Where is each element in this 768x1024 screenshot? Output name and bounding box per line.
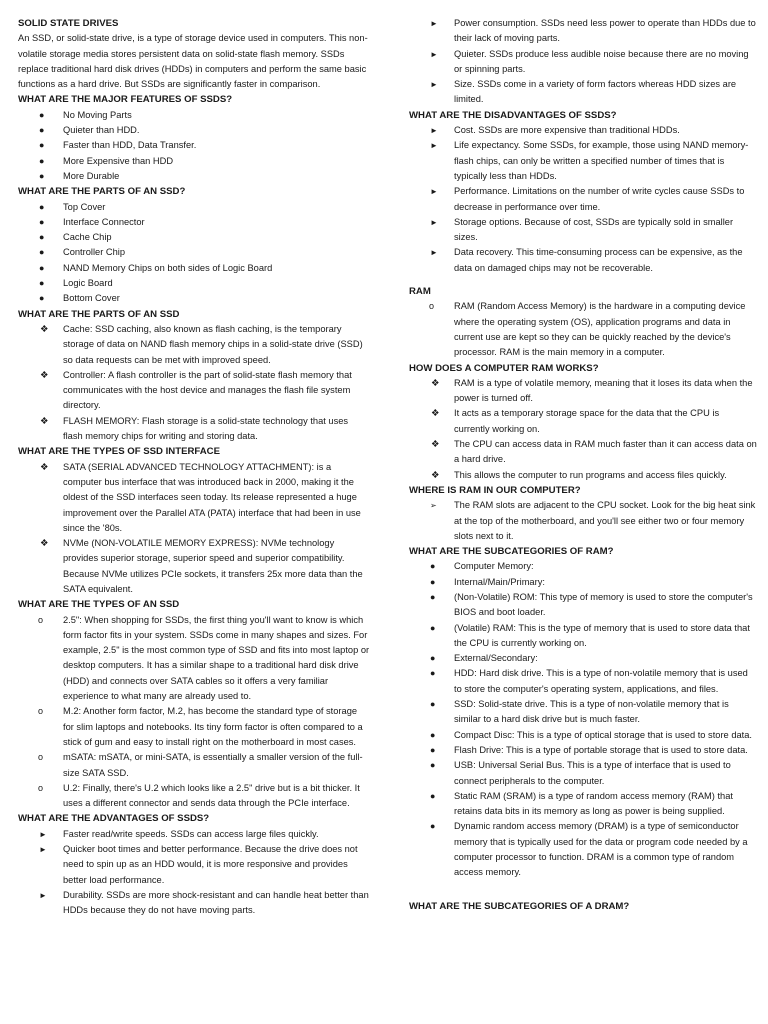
list-item-text: No Moving Parts: [63, 109, 132, 120]
list-item: [409, 47, 757, 78]
bullet-icon: ●: [430, 576, 436, 587]
bullet-icon: ►: [430, 187, 438, 197]
disadvantages-heading: WHAT ARE THE DISADVANTAGES OF SSDS?: [409, 109, 617, 121]
ram-subcategories-heading: WHAT ARE THE SUBCATEGORIES OF RAM?: [409, 546, 614, 558]
parts-heading: WHAT ARE THE PARTS OF AN SSD?: [18, 186, 186, 198]
bullet-icon: ►: [430, 19, 438, 28]
list-item: [18, 169, 370, 184]
list-item: [409, 498, 757, 544]
features-list: [18, 108, 370, 184]
list-item-text: RAM is a type of volatile memory, meaning that it loses its data when the power is turned off.: [454, 377, 753, 404]
list-item: [18, 368, 370, 414]
bullet-icon: ●: [39, 232, 45, 243]
list-item-text: Bottom Cover: [63, 293, 120, 304]
intro-paragraph: An SSD, or solid-state drive, is a type of storage device used in computers. This non-volatile storage media stores persistent data on solid-state flash memory. SSDs replace traditional hard disk drives (HDDs) in computers and perform the same basic functions as a hard drive. But SSDs are significantly faster in comparison.: [18, 33, 368, 90]
list-item: [409, 819, 757, 880]
dram-subcategories-heading: WHAT ARE THE SUBCATEGORIES OF A DRAM?: [409, 900, 630, 912]
list-item-text: External/Secondary:: [454, 653, 538, 664]
section-spacer: [409, 881, 757, 899]
ram-subcategories-list: [409, 559, 757, 880]
list-item-text: Top Cover: [63, 201, 106, 212]
bullet-icon: ●: [39, 109, 45, 120]
list-item: [409, 406, 757, 437]
list-item-text: Cost. SSDs are more expensive than traditional HDDs.: [454, 125, 680, 136]
parts-list: [18, 200, 370, 307]
list-item-text: Durability. SSDs are more shock-resistant and can handle heat better than HDDs because they do not have moving parts.: [63, 889, 369, 916]
bullet-icon: ❖: [40, 369, 49, 381]
list-item: [409, 437, 757, 468]
list-item-text: More Expensive than HDD: [63, 155, 174, 166]
list-item: [18, 536, 370, 597]
list-item: [409, 728, 757, 743]
list-item: [409, 123, 757, 138]
bullet-icon: ►: [39, 845, 47, 855]
list-item: [18, 108, 370, 123]
bullet-icon: ●: [430, 653, 436, 664]
list-item: [18, 888, 370, 919]
bullet-icon: ➢: [430, 501, 437, 511]
list-item-text: Storage options. Because of cost, SSDs are typically sold in smaller sizes.: [454, 216, 734, 243]
bullet-icon: ●: [39, 125, 45, 136]
list-item-text: Cache Chip: [63, 232, 112, 243]
bullet-icon: o: [38, 706, 44, 717]
ram-location-heading: WHERE IS RAM IN OUR COMPUTER?: [409, 484, 581, 496]
list-item: [18, 230, 370, 245]
list-item-text: M.2: Another form factor, M.2, has become the standard type of storage for slim laptops and notebooks. Its tiny form factor is often compared to a stick of gum and easy to install right on the motherboard in most cases.: [63, 706, 363, 747]
list-item: [409, 621, 757, 652]
bullet-icon: o: [38, 782, 44, 793]
list-item: [409, 758, 757, 789]
list-item: [409, 559, 757, 574]
ram-works-heading: HOW DOES A COMPUTER RAM WORKS?: [409, 362, 599, 374]
list-item-text: The RAM slots are adjacent to the CPU socket. Look for the big heat sink at the top of the motherboard, and you'll see either two or four memory slots next to it.: [454, 500, 756, 541]
list-item-text: (Volatile) RAM: This is the type of memory that is used to store data that the CPU is currently working on.: [454, 622, 750, 648]
list-item: [409, 651, 757, 666]
list-item: [409, 590, 757, 621]
parts-detail-list: [18, 322, 370, 444]
bullet-icon: ►: [430, 217, 438, 227]
list-item-text: Faster than HDD, Data Transfer.: [63, 140, 197, 151]
bullet-icon: ►: [430, 248, 438, 258]
list-item-text: HDD: Hard disk drive. This is a type of non-volatile memory that is used to store the computer's operating system, applications, and files.: [454, 668, 748, 694]
list-item-text: NAND Memory Chips on both sides of Logic Board: [63, 262, 273, 273]
features-heading: WHAT ARE THE MAJOR FEATURES OF SSDS?: [18, 94, 233, 106]
ram-list: [409, 299, 757, 360]
bullet-icon: ❖: [431, 377, 440, 389]
list-item: [18, 138, 370, 153]
bullet-icon: ►: [39, 890, 47, 900]
bullet-icon: ❖: [40, 461, 49, 473]
bullet-icon: ●: [39, 140, 45, 151]
list-item: [409, 789, 757, 820]
list-item-text: (Non-Volatile) ROM: This type of memory is used to store the computer's BIOS and boot loader.: [454, 591, 753, 618]
list-item-text: Logic Board: [63, 278, 113, 289]
list-item: [18, 414, 370, 445]
bullet-icon: ●: [39, 155, 45, 166]
bullet-icon: ●: [430, 622, 436, 633]
bullet-icon: ●: [430, 790, 436, 801]
list-item-text: The CPU can access data in RAM much faster than it can access data on a hard drive.: [454, 439, 757, 465]
list-item: [18, 261, 370, 276]
list-item: [18, 245, 370, 260]
list-item: [409, 697, 757, 728]
list-item: [409, 245, 757, 276]
list-item-text: USB: Universal Serial Bus. This is a type of interface that is used to connect peripherals to the computer.: [454, 760, 731, 786]
list-item: [409, 743, 757, 758]
list-item-text: U.2: Finally, there's U.2 which looks like a 2.5" drive but is a bit thicker. It uses a different connector and sends data through the PCIe interface.: [63, 782, 360, 809]
bullet-icon: ❖: [40, 323, 49, 335]
bullet-icon: ●: [39, 216, 45, 227]
list-item-text: Size. SSDs come in a variety of form factors whereas HDD sizes are limited.: [454, 79, 737, 105]
list-item: [409, 215, 757, 246]
bullet-icon: ❖: [431, 469, 440, 481]
bullet-icon: ●: [430, 591, 436, 602]
right-column: [409, 16, 757, 914]
list-item-text: Performance. Limitations on the number of write cycles cause SSDs to decrease in performance over time.: [454, 186, 745, 212]
bullet-icon: ●: [430, 821, 436, 832]
ram-heading: RAM: [409, 286, 431, 298]
bullet-icon: ●: [430, 668, 436, 679]
bullet-icon: ●: [39, 293, 45, 304]
advantages-heading: WHAT ARE THE ADVANTAGES OF SSDS?: [18, 813, 210, 825]
list-item: [18, 842, 370, 888]
bullet-icon: ●: [39, 170, 45, 181]
list-item: [409, 299, 757, 360]
bullet-icon: ●: [39, 247, 45, 258]
bullet-icon: ❖: [40, 538, 49, 550]
list-item-text: Data recovery. This time-consuming process can be expensive, as the data on damaged chips may not be recoverable.: [454, 247, 743, 273]
list-item: [18, 613, 370, 705]
list-item-text: Quieter than HDD.: [63, 125, 140, 136]
list-item-text: Static RAM (SRAM) is a type of random access memory (RAM) that retains data bits in its memory as long as power is being supplied.: [454, 790, 733, 817]
list-item: [409, 138, 757, 184]
list-item: [409, 666, 757, 697]
ssd-types-list: [18, 613, 370, 812]
bullet-icon: ●: [39, 278, 45, 289]
bullet-icon: ►: [430, 141, 438, 151]
bullet-icon: ❖: [431, 408, 440, 420]
list-item-text: More Durable: [63, 170, 120, 181]
bullet-icon: ●: [430, 699, 436, 710]
list-item: [409, 376, 757, 407]
bullet-icon: ●: [430, 760, 436, 771]
bullet-icon: o: [38, 752, 44, 763]
bullet-icon: o: [38, 614, 44, 625]
bullet-icon: ►: [430, 126, 438, 136]
list-item-text: Computer Memory:: [454, 561, 534, 572]
list-item-text: Controller Chip: [63, 247, 126, 258]
bullet-icon: ●: [430, 744, 436, 755]
list-item-text: Interface Connector: [63, 216, 145, 227]
list-item-text: SSD: Solid-state drive. This is a type of non-volatile memory that is similar to a hard disk drive but is much faster.: [454, 699, 729, 725]
list-item: [18, 704, 370, 750]
list-item: [18, 322, 370, 368]
list-item-text: Dynamic random access memory (DRAM) is a type of semiconductor memory that is typically used for the data or program code needed by a computer processor to function. DRAM is a common type of random access memory.: [454, 821, 748, 878]
list-item-text: FLASH MEMORY: Flash storage is a solid-state technology that uses flash memory chips for writing and storing data.: [63, 415, 349, 442]
list-item-text: It acts as a temporary storage space for the data that the CPU is currently working on.: [454, 408, 720, 434]
list-item: [18, 291, 370, 306]
advantages-continued-list: [409, 16, 757, 108]
bullet-icon: o: [429, 301, 435, 312]
list-item-text: Faster read/write speeds. SSDs can access large files quickly.: [63, 828, 319, 839]
list-item-text: Cache: SSD caching, also known as flash caching, is the temporary storage of data on NAND flash memory chips in a solid-state drive (SSD) so data requests can be met with improved speed.: [63, 323, 363, 365]
bullet-icon: ❖: [431, 439, 440, 451]
list-item: [409, 468, 757, 483]
list-item: [18, 276, 370, 291]
left-column: [18, 16, 370, 919]
bullet-icon: ●: [430, 561, 436, 572]
ssd-types-heading: WHAT ARE THE TYPES OF AN SSD: [18, 599, 180, 611]
list-item-text: NVMe (NON-VOLATILE MEMORY EXPRESS): NVMe technology provides superior storage, superior speed and superior compatibility. Because NVMe utilizes PCIe sockets, it transfers 25x more data than the SATA equivalent.: [63, 538, 363, 594]
list-item: [18, 460, 370, 536]
list-item: [409, 16, 757, 47]
list-item: [18, 215, 370, 230]
list-item: [18, 154, 370, 169]
interface-list: [18, 460, 370, 598]
disadvantages-list: [409, 123, 757, 276]
list-item-text: SATA (SERIAL ADVANCED TECHNOLOGY ATTACHMENT): is a computer bus interface that was introduced back in 2000, making it the oldest of the SSD interfaces seen today. Its release represented a huge improvement over the Parallel ATA (PATA) interface that had been in use since the '80s.: [63, 461, 361, 533]
bullet-icon: ❖: [40, 415, 49, 427]
list-item: [409, 184, 757, 215]
bullet-icon: ●: [39, 262, 45, 273]
list-item-text: Internal/Main/Primary:: [454, 576, 545, 587]
document-title: SOLID STATE DRIVES: [18, 18, 119, 29]
list-item-text: RAM (Random Access Memory) is the hardware in a computing device where the operating system (OS), application programs and data in current use are kept so they can be quickly reached by the device's processor. RAM is the main memory in a computer.: [454, 301, 746, 358]
list-item: [18, 827, 370, 842]
list-item-text: Life expectancy. Some SSDs, for example, those using NAND memory-flash chips, can only be written a specified number of times that is typically less than HDDs.: [454, 140, 749, 181]
list-item-text: Compact Disc: This is a type of optical storage that is used to store data.: [454, 729, 752, 740]
list-item: [18, 750, 370, 781]
parts-detail-heading: WHAT ARE THE PARTS OF AN SSD: [18, 308, 180, 320]
list-item-text: Flash Drive: This is a type of portable storage that is used to store data.: [454, 744, 748, 755]
ram-location-list: [409, 498, 757, 544]
list-item: [409, 77, 757, 108]
ram-works-list: [409, 376, 757, 483]
bullet-icon: ●: [39, 201, 45, 212]
bullet-icon: ●: [430, 729, 436, 740]
list-item: [18, 200, 370, 215]
list-item-text: Controller: A flash controller is the part of solid-state flash memory that communicates with the host device and manages the flash file system directory.: [63, 369, 352, 411]
bullet-icon: ►: [39, 829, 47, 839]
list-item-text: Quieter. SSDs produce less audible noise because there are no moving or spinning parts.: [454, 48, 749, 74]
list-item-text: mSATA: mSATA, or mini-SATA, is essentially a smaller version of the full-size SATA SSD.: [63, 752, 363, 778]
list-item-text: Quicker boot times and better performance. Because the drive does not need to spin up as an HDD would, it is more responsive and provides better load performance.: [63, 844, 358, 885]
list-item: [18, 123, 370, 138]
list-item-text: This allows the computer to run programs and access files quickly.: [454, 469, 727, 480]
advantages-list: [18, 827, 370, 919]
list-item-text: Power consumption. SSDs need less power to operate than HDDs due to their lack of moving parts.: [454, 18, 756, 44]
list-item-text: 2.5": When shopping for SSDs, the first thing you'll want to know is which form factor fits in your system. SSDs come in many shapes and sizes. For example, 2.5" is the most common type of SSD and fits into most laptop or desktop computers. It has a similar shape to a traditional hard disk drive (HDD) and connects over SATA cables so it offers a very familiar experience to what many are already used to.: [63, 614, 370, 702]
interface-heading: WHAT ARE THE TYPES OF SSD INTERFACE: [18, 446, 221, 458]
bullet-icon: ►: [430, 49, 438, 59]
list-item: [409, 575, 757, 590]
bullet-icon: ►: [430, 80, 438, 90]
list-item: [18, 781, 370, 812]
